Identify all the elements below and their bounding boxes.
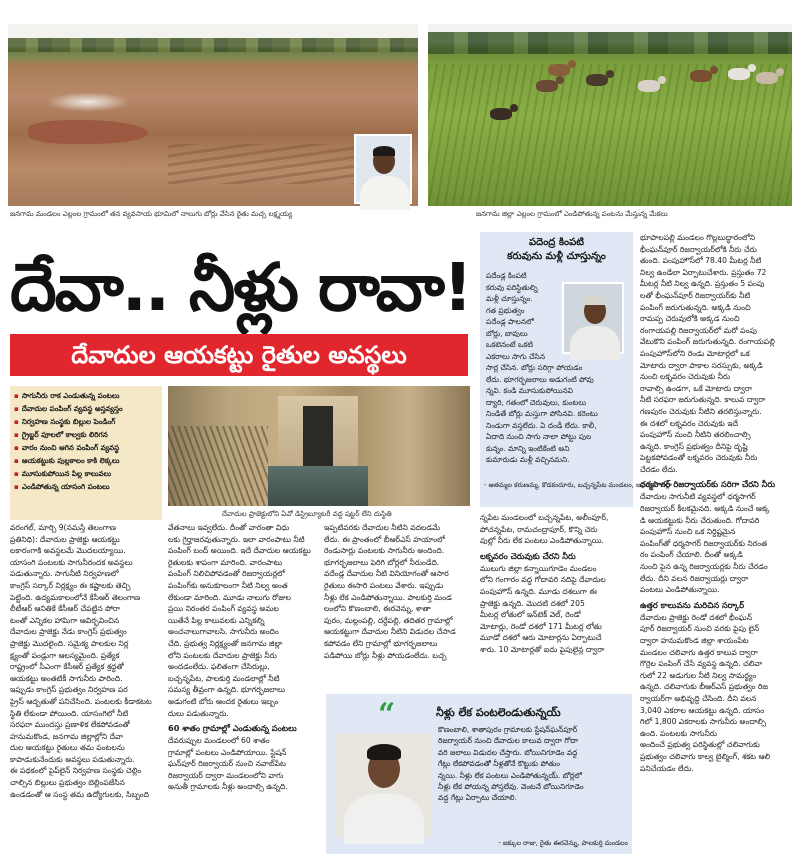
- article-line: అంచనాలుగావాలసి. సాగునీరు అందిం: [168, 627, 279, 637]
- article-line: కాంగ్రెస్ సర్కార్ నిర్లక్ష్యం ఈ కష్టాలకు తెచ్చి: [10, 580, 131, 590]
- article-line: అడుగంటి బోరు ఆందక రైతులు ఇబ్బం: [168, 696, 279, 706]
- article-line: వుల్లో నీరు లేక పంటలు ఎండిపోతున్నాయి.: [480, 536, 604, 546]
- article-line: భీంఘన్‌పూర్ రిజర్వాయర్‌లోకి నీరు చేరు: [640, 244, 757, 254]
- article-line: దేవాదుల ప్రాజెక్టు నేడు కాంగ్రెస్ ప్రభుత్వం: [10, 627, 127, 637]
- article-line: పంపింగ్‌కు అనుకూలంగా నీటి నిల్వ అంత: [168, 580, 288, 590]
- article-line: బచ్చన్నపేట, పాలకుర్తి మండలాల్లో నీటి: [168, 673, 280, 683]
- article-line: ప్రాజెక్టు ఉన్నది. మొదటి దశలో 205: [480, 598, 585, 608]
- article-column-2: [168, 522, 320, 793]
- article-line: పంపింగ్ నిలిచిపోవడంతో రిజర్వాయర్లలో: [168, 569, 285, 579]
- article-line: న్నపేట మండలంలో బచ్చన్నపేట, అలీంపూర్,: [480, 513, 609, 522]
- article-line: లకు గైర్హాజరవుతున్నారు. ఇలా వారంపాటు నీటి: [168, 534, 305, 544]
- highlight-item: ▪ ఆయకట్టుకు పుల్లకాలం కాకి లెక్కలు: [14, 454, 158, 467]
- article-line: పడుతున్నారు. సాగునీటి నిర్వహణలో: [10, 569, 119, 579]
- farmer-portrait-quote: [336, 734, 432, 838]
- article-line: ర్వాయర్‌గా అభివృద్ధి చేసింది. దీని వలన: [640, 693, 757, 703]
- article-line: అందించే ప్రభుత్వ పరిస్థితుల్లో చలివాగుకు: [640, 740, 760, 750]
- dry-field-caption: జనగామ మండలం ఎల్లంల గ్రామంలో తన వ్యవసాయ భూమిలో నాలుగు బోర్లు వేసిన రైతు మచ్చ లక్ష్మయ్య: [10, 210, 293, 218]
- article-line: పురం, మల్లంపల్లి, దర్దేపల్లి, తదితర గ్రామాల్లో: [324, 615, 453, 625]
- farmer-quote-box: [326, 694, 632, 854]
- article-line: ఈ దశలో లక్నవరం చెరువుకు ఇదే: [640, 418, 738, 428]
- article-line: స్థితి లేకుండా పోయింది. యాసంగిలో నీటి: [10, 708, 129, 718]
- quote-line: నీళ్లు లేక పోయన్న పోస్తలేవు. వెంటనే బోయినిగూడెం: [438, 782, 584, 792]
- article-line: పంటలు ఎండిపోతున్నాయి.: [640, 585, 720, 595]
- goat: [690, 70, 712, 82]
- article-line: దులు పడుతున్నారు.: [168, 708, 229, 718]
- article-line: పంపింగ్ జరుగుతున్నది. అక్కడి నుంచి: [640, 302, 751, 312]
- article-line: రిజర్వాయర్ కీలకమైనది. అక్కడి నుంచే ఆక్క: [640, 504, 770, 514]
- sidebar-line: పదేండ్ల పాలనలో: [486, 317, 534, 326]
- quote-line: న్నయి. నీళ్లు లేక పంటలు ఎండిపోతున్నయ్. బోర్లలో: [438, 770, 582, 780]
- article-line: టంతో ఎన్నికల హామిగా ఆవిర్భవించిన: [10, 615, 120, 625]
- article-line: దుల ఆయకట్టు రైతులు తమ పంటలను: [10, 743, 125, 753]
- article-line: యాసంగి పంటలకు సాగునీరందక అవస్థలు: [10, 557, 133, 567]
- article-line: లోని పంటలకు దేవాదుల ప్రాజెక్టు నీరు: [168, 650, 277, 660]
- sidebar-line: ఏదాది నుంచి సాగు నాలా పోట్టు పుల: [486, 432, 592, 441]
- article-line: శారు. 10 మోటార్లతో ఐదు పైపులైన్ల ద్వారా: [480, 644, 605, 654]
- article-line: యితేనే పిల్ల కాలువలకు ఎన్నికల్ని: [168, 615, 265, 625]
- article-line: చాల్సిన బిల్లులు ప్రభుత్వం బెల్లింపజేసిన: [10, 778, 125, 788]
- article-line: పంపుహౌస్ ఉన్నది. మూడు దశలుగా ఈ: [480, 586, 597, 596]
- article-column-1: [10, 522, 163, 800]
- article-line: పెట్టింది. ఉద్యమకాలంలోనే కేసీఆర్ తెలంగాణ: [10, 592, 141, 602]
- farmer-portrait-inset: [354, 134, 412, 204]
- article-line: రెండుసార్లు పంటలకు సాగునీరు అందింది.: [324, 546, 445, 556]
- goats-field-caption: జనగామ జిల్లా ఎల్లంల గ్రామంలో ఎండిపోతున్న పంటను మేస్తున్న మేకలు: [476, 210, 668, 218]
- quote-line: వరి జలాలు విడుదల చేస్తారు. బోయినిగూడెం వద్ద: [438, 747, 578, 757]
- article-line: లీటీఆర్ ఆనితికే కేసీఆర్ చేపట్టిన పోరా: [10, 604, 121, 614]
- article-line: నుంచి లక్నవరం చెరువుకు నీరు: [640, 372, 731, 382]
- crop-rows: [428, 64, 792, 206]
- article-line: రామప్ప చెరువులోకి అక్కడ నుంచి: [640, 314, 740, 324]
- article-line: అనుతీ గ్రామాలకు నీళ్లు అందాల్సి ఉన్నది.: [168, 782, 288, 792]
- highlight-item: ▪ ఎండిపోతున్న యాసంగి పంటలు: [14, 480, 158, 493]
- sidebar-line: కరువు పరిస్థితుల్ని: [486, 282, 538, 292]
- article-line: నీళ్లు లేక ఎండిపోతున్నాయి. పాలకుర్తి మండ: [324, 592, 452, 602]
- section-subheading: ఉత్తర కాలువను మరిచిన సర్కార్: [640, 599, 745, 610]
- article-line: పంపింగ్‌తో ధర్మసాగర్ రిజర్వాయర్‌కు నిరంత: [640, 538, 767, 548]
- article-line: డి ఆయకట్టుకు నీరు చేరుతుంది. గోదావరి: [640, 515, 760, 525]
- article-line: ఉన్నది. చలివాగుకు బీఆర్ఎస్ ప్రభుత్వం రిజ: [640, 682, 768, 692]
- highlight-item: ▪ గ్రైబ్జర్ పూలలో కాల్వకు లిరిగన: [14, 428, 158, 441]
- article-column-5: [640, 232, 792, 774]
- sidebar-line: కున్నం. మాన్ని ఇంటికేంటి అని: [486, 443, 570, 453]
- article-line: ఉంది. పంటలకు సాగునీరు: [640, 728, 717, 738]
- tree-line: [8, 38, 418, 52]
- article-line: ప్రాజెక్టు మొదలైంది. సమైక్య పాలకుల నిర్ల: [10, 638, 129, 648]
- article-column-3: [324, 522, 476, 661]
- article-line: నుంచి పైన ఉన్న రిజర్వాయర్లకు నీరు చేరడం: [640, 562, 768, 572]
- soil-ridge: [28, 120, 148, 144]
- article-line: ఇప్పటివరకు దేవాదుల నీటిని వదలడమే: [324, 523, 440, 532]
- article-line: ప్రతినిధి): దేవాదుల ప్రాజెక్టు ఆయకట్టు: [10, 534, 120, 544]
- section-subheading: లక్నవరం చెరువుకు చేరని నీరు: [480, 550, 576, 561]
- article-line: ములుగు జిల్లా కన్నాయిగూడెం మండలం: [480, 563, 597, 573]
- article-line: లంలోని కొణంబాలి, ఈరవెన్ను, శాతా: [324, 604, 431, 614]
- article-line: మీటర్ల నీటి నిల్వ ఉన్నది. ప్రస్తుతం 5 పంపు: [640, 279, 765, 289]
- article-line: భూగర్భజలాలు పెరిగి బోర్లలో నీరుండేది.: [324, 557, 440, 567]
- sidebar-line: సార్ల చేసిన. బోర్లు సరిగ్గా పోయడం: [486, 363, 583, 372]
- article-line: మీటర్ల లోతులో ఇన్‌టెక్ వెల్, రెండో: [480, 610, 581, 620]
- article-line: ఉన్నది. కాంగ్రెస్ ప్రభుత్వం దీనిపై దృష్టి: [640, 441, 748, 451]
- sidebar-line: నిండితే బోర్లు మస్తుగా పోసినవి. కరెంటు: [486, 409, 598, 418]
- article-line: పెట్టకపోవడంతో లక్నవరం చెరువుకు నీరు: [640, 453, 758, 463]
- sidebar-line: గత ప్రభుత్వం: [486, 305, 525, 315]
- canal-caption: దేవాదుల ప్రాజెక్టులోని ఏవో డిస్ట్రిబ్యూటరీ వద్ద షట్టర్ లేని దుస్థితి: [222, 510, 392, 518]
- article-line: ప్రయి నిరంతర పంపింగ్ వ్యవస్థ అమల: [168, 604, 279, 614]
- article-line: పంపుహౌస్ నుంచి ఒక నిర్దిష్టమైన: [640, 527, 736, 537]
- article-line: రైతులు ఈసారి పంటలు వేశారు. ఇప్పుడు: [324, 580, 444, 590]
- article-line: పంపుహౌస్‌లోని రెండు మోటార్లలో ఒక: [640, 348, 750, 358]
- article-line: పోచన్నపేట, రామచంద్రాపూర్, కొన్ని చెరు: [480, 524, 598, 534]
- sidebar-line: బోర్లు, బావులు: [486, 328, 528, 338]
- article-line: పడిపోయి బోర్లు నీళ్లు పోయడంలేదు. బచ్చ: [324, 650, 447, 660]
- section-subheading: 60 శాతం గ్రామాల్లో ఎండుతున్న పంటలు: [168, 723, 297, 734]
- article-line: అందడంలేదు. ఫలితంగా చేసిరుల్లు,: [168, 662, 270, 672]
- article-line: వరంగల్, మార్చి 9(నమస్తే తెలంగాణ: [10, 523, 117, 532]
- article-line: మోటారు ద్వారా పాకాల సరస్సుకు, అక్కడి: [640, 360, 763, 370]
- highlight-item: ▪ వారం నుంచి ఆగిన పంపింగ్ వ్యవస్థ: [14, 441, 158, 454]
- highlight-item: ▪ మూసుకుపోయిన పిల్ల కాలువలు: [14, 467, 158, 480]
- sidebar-line: న్నవి. కండి మూసుకుపోయినవి: [486, 386, 573, 395]
- sidebar-line: లేదు. భూగర్భజలాలు అడుగంటి పోవు: [486, 374, 594, 384]
- article-column-4: [480, 512, 633, 656]
- quote-line: గేట్లు లేకపోవడంతో నీళ్లతోనే కొట్టుకు పోతుం: [438, 759, 561, 769]
- article-line: లేకుండా మారింది. మూడు నాలుగు రోజుల: [168, 592, 291, 602]
- highlight-item: ▪ దేవాదుల పంపింగ్ వ్యవస్థ అస్తవ్యస్తం: [14, 402, 158, 415]
- article-line: మోటార్లు, రెండో దశలో 171 మీటర్ల లోతు: [480, 621, 602, 631]
- article-line: ఆయకట్టు అంతటికీ సాగునీరు పారింది.: [10, 673, 123, 683]
- article-line: రంగాయపల్లి రిజర్వాయర్‌లో మరో పంపు: [640, 325, 758, 335]
- goat: [756, 72, 778, 84]
- article-line: గణపురం చెరువుకు నీటిని తరలిస్తున్నారు.: [640, 406, 762, 416]
- quote-line: కొణంబాలి, శాతాపురం గ్రామాలకు స్టేషన్‌ఘన్‌పూర్: [438, 725, 578, 734]
- quote-line: రిజర్వాయర్ నుంచి దేవాదుల కాలువ ద్వారా గోదా: [438, 736, 578, 746]
- article-line: గిలో 1,800 ఎకరాలకు సాగునీరు అందాల్సి: [640, 717, 766, 727]
- article-line: హనుమకొండ, జనగామ జిల్లాల్లోని దేవా: [10, 731, 123, 741]
- tree-line: [428, 32, 792, 54]
- article-line: ఉండడంతో ఆ సంస్థ తమ ఉద్యోగులకు, సిబ్బంది: [10, 789, 149, 799]
- article-line: 3,040 ఎకరాల ఆయకట్టు ఉన్నది. యాసం: [640, 705, 765, 715]
- quote-line: వద్ద గేట్లు ఏర్పాటు చేయాలి.: [438, 793, 517, 803]
- article-line: వదేండ్ల దేవాదుల నీటి వినియోగంతో ఆసార: [324, 569, 449, 579]
- article-line: లకారంగాకి అవస్థలమే మొదలయ్యాయి.: [10, 546, 126, 556]
- article-line: కపోవడం లేని గ్రామాల్లో భూగర్భజలాలు: [324, 638, 438, 648]
- canal-water: [268, 466, 368, 506]
- sidebar-line: మళ్లీ చూస్తున్నం.: [486, 294, 533, 303]
- article-line: గ్రామాల్లో పంటలు ఎండిపోయాయి. స్టేషన్: [168, 747, 287, 757]
- subhead-banner: [10, 334, 468, 376]
- article-line: రావాల్సి ఉండగా, ఒకే మోటారు ద్వారా: [640, 383, 752, 393]
- article-line: లోని గంగారం వద్ద గోదావరి నదిపై దేవాదుల: [480, 575, 606, 585]
- sidebar-subtitle: కరువును మళ్లీ చూస్తున్నం: [507, 251, 606, 262]
- sidebar-line: ద్యారి, గతంలో చెరువులు, కుంటలు: [486, 397, 587, 407]
- farmer-portrait-sidebar: [562, 282, 624, 354]
- article-line: కాపాడుకునేందుకు అవస్థలు పడుతున్నారు.: [10, 754, 135, 764]
- article-line: నీటి సరఫరా జరుగుతున్నది. కాలువ ద్వారా: [640, 395, 766, 405]
- goat: [536, 80, 558, 92]
- article-line: నిల్వ ఉండేలా ఏర్పాటుచేశారు. ప్రస్తుతం 72: [640, 267, 767, 277]
- article-line: భూపాలపల్లి మండలం గొల్లబుద్ధారంలోని: [640, 233, 755, 242]
- article-line: రిజర్వాయర్ ద్వారా మండలంలోని వాగు: [168, 770, 284, 780]
- goats-field-photo: [428, 24, 792, 206]
- article-line: గులో 22 అడుగుల నీటి నిల్వ సామర్థ్యం: [640, 670, 757, 680]
- sidebar-line: ఒకటెనంటే ఒకటి: [486, 340, 533, 349]
- sidebar-line: ఎకరాలు సాగు చేసిన: [486, 351, 546, 361]
- article-line: లతో భీంఘన్‌పూర్ రిజర్వాయర్‌కు నీటి: [640, 290, 751, 300]
- article-line: లేదు. ఈ ప్రాంతంలో బీఆర్ఎస్ హయాంలో: [324, 534, 445, 544]
- quote-credit: - జక్కుల రాజు, రైతు ఈరవెన్ను, పాలకుర్తి మండలం: [498, 839, 628, 847]
- headline: దేవా.. నీళ్లు రావా!: [10, 249, 471, 326]
- goat: [490, 108, 512, 120]
- highlight-item: ▪ నిర్వహణ సంస్థకు బిల్లుల పెండింగ్: [14, 415, 158, 428]
- article-line: సమస్య తీవ్రంగా ఉన్నది. భూగర్భజలాలు: [168, 685, 286, 695]
- goat: [728, 68, 750, 80]
- article-line: చేది. ప్రభుత్వ నిర్లక్ష్యంతో జనగామ జిల్లా: [168, 638, 283, 648]
- goat: [548, 64, 570, 76]
- article-line: రైతులకు శాపంగా మారింది. వారంపాటు: [168, 557, 283, 567]
- quote-title: నీళ్లు లేక పంటలెండుతున్నయ్: [436, 706, 561, 719]
- article-line: రం పంపింగ్ చేయాలి. దీంతో అక్కడి: [640, 550, 743, 560]
- article-line: రాష్ట్రంలో సీఎంగా కేసీఆర్ ప్రత్యేక శ్రద్ధతో: [10, 662, 124, 672]
- article-line: సరఫరా ముందస్తు ప్రణాళిక లేకపోవడంతో: [10, 720, 130, 730]
- sidebar-line: పదేండ్ల కింపటి: [486, 271, 527, 280]
- article-line: గొర్రెల పంపింగ్ చేసే వ్యవస్థ ఉన్నది. చలివా: [640, 659, 763, 669]
- article-line: పూర్ రిజర్వాయర్ నుంచి వరకు పైపు లైన్: [640, 624, 760, 634]
- goat: [638, 80, 660, 92]
- article-line: పనిచేయడం లేదు.: [640, 763, 694, 773]
- section-subheading: ధర్మసాగర్ రిజర్వాయర్‌కు సరిగా చేరని నీరు: [640, 479, 776, 490]
- article-line: లేదు. దీని వలన రిజర్వాయర్లు ద్వారా: [640, 573, 749, 583]
- sidebar-line: నిండుగా వస్తలేదు. ఏ దండీ లేదు. కాలీ,: [486, 420, 597, 430]
- field-furrows: [168, 144, 368, 184]
- article-line: చేరడం లేదు.: [640, 464, 678, 474]
- article-line: దేవరుప్పుల మండలంలో 60 శాతం: [168, 736, 270, 746]
- article-line: ఘన్‌పూర్ రిజర్వాయర్ నుంచి నవాబ్‌పేట: [168, 759, 286, 769]
- quote-body: [438, 724, 628, 804]
- article-line: తుంది. పంపుహౌస్‌లో 78.40 మీటర్ల నీటి: [640, 256, 762, 266]
- canal-gate-photo: [168, 386, 470, 506]
- highlight-item: ▪ సాగునీరు రాక ఎండుతున్న పంటలు: [14, 389, 158, 402]
- article-line: ఇప్పుడు కాంగ్రెస్ ప్రభుత్వం నిర్వహణ పర: [10, 685, 128, 695]
- article-line: మూడో దశలో ఆరు మోటార్లను ఏర్పాటుచే: [480, 633, 602, 643]
- article-line: దేవాదుల సాగునీటి వ్యవస్థలో ధర్మసాగర్: [640, 492, 756, 502]
- quote-mark-icon: “: [378, 697, 396, 732]
- sidebar-line: కుమారుడు మళ్లీ వచ్చినమని.: [486, 455, 570, 464]
- article-line: క్ష్యంతో పండ్లుగా ఆలస్యమైంది. ప్రత్యేక: [10, 650, 120, 660]
- article-line: మండలం చలివాగు ఉత్తర కాలువ ద్వారా: [640, 647, 758, 657]
- article-line: వేటుకొని పంపింగ్ జరుగుతున్నది. రంగాయపల్లి: [640, 337, 775, 347]
- goat: [586, 74, 608, 86]
- highlights-box: [10, 386, 162, 520]
- article-line: పంపింగ్ బంద్ అయింది. ఇదే దేవాదుల ఆయకట్టు: [168, 546, 311, 556]
- article-line: ద్వారా హనుమకొండ జిల్లా శాయంపేట: [640, 636, 749, 645]
- article-line: ఆయకట్టుగా దేవాదుల నీటిని విడుదల చేసాడ: [324, 627, 456, 637]
- sidebar-title: పదెంద్ర కింపటి: [529, 237, 584, 248]
- article-line: వేతనాలు ఇవ్వలేదు. దీంతో వారంతా విధు: [168, 523, 290, 532]
- subhead-text: దేవాదుల ఆయకట్టు రైతుల అవస్థలు: [71, 341, 407, 369]
- article-line: దేవాదుల ప్రాజెక్టు రెండో దశలో భీంఘన్: [640, 612, 753, 622]
- sidebar-credit: - ఆతమ్మల కరుణమ్మ, కొడకందూరు, బచ్చన్నపేట మండలం, జనగామ జిల్లా: [484, 481, 673, 489]
- article-line: ఈ పథకంలో పైప్‌లైన్ నిర్వహణ సంస్థకు చెల్లిం: [10, 766, 142, 776]
- article-line: ప్రైస్ ఆద్బతుతో పనిచేసింది. పంటలకు కీడాకటట: [10, 696, 152, 706]
- dry-grass: [168, 426, 268, 506]
- article-line: పంపుహౌస్ నుంచి నీటిని తరలించాల్సి: [640, 430, 751, 440]
- article-line: ప్రభుత్వం చలివాగు కాల్వ బైల్మింగ్, శకట ఆలి: [640, 751, 771, 761]
